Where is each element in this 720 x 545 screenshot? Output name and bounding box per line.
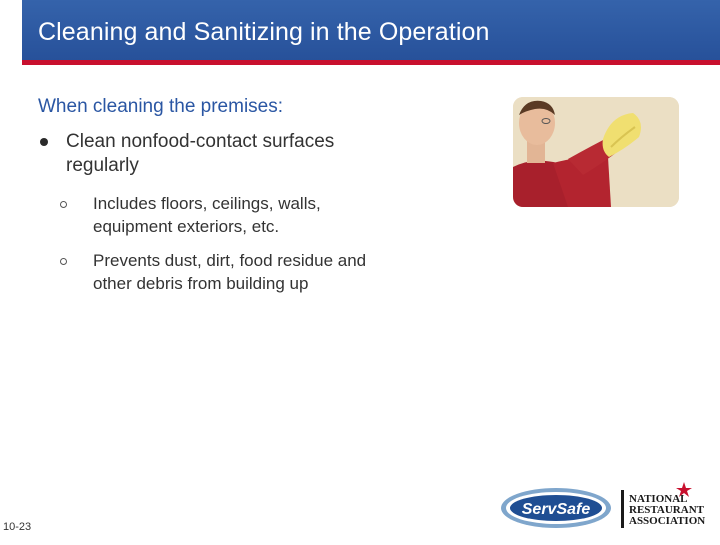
- sub-bullet-ring-icon: [60, 258, 67, 265]
- slide-title: Cleaning and Sanitizing in the Operation: [38, 18, 490, 46]
- footer-logos: [498, 480, 720, 540]
- title-accent-stripe: [22, 60, 720, 65]
- intro-heading: When cleaning the premises:: [38, 96, 284, 117]
- bullet-dot-icon: [40, 138, 48, 146]
- sub-bullet-ring-icon: [60, 201, 67, 208]
- servsafe-logo: [501, 488, 611, 528]
- servsafe-nra-logos: [498, 480, 720, 540]
- bullet-text: Clean nonfood-contact surfaces regularly: [66, 131, 335, 176]
- cleaning-photo-illustration: [513, 97, 679, 207]
- nra-line-1: NATIONAL: [629, 493, 688, 505]
- nra-line-2: RESTAURANT: [629, 504, 704, 516]
- sub-bullet-text: Prevents dust, dirt, food residue and other debris from building up: [93, 251, 367, 293]
- nra-logo: [629, 482, 705, 527]
- nra-line-3: ASSOCIATION: [629, 515, 706, 527]
- title-bar-margin: [0, 0, 22, 60]
- cleaning-photo: [513, 97, 679, 207]
- sub-bullet-text: Includes floors, ceilings, walls, equipment exteriors, etc.: [93, 194, 321, 236]
- servsafe-logo-text: ServSafe: [521, 501, 591, 518]
- slide-number: 10-23: [3, 521, 32, 533]
